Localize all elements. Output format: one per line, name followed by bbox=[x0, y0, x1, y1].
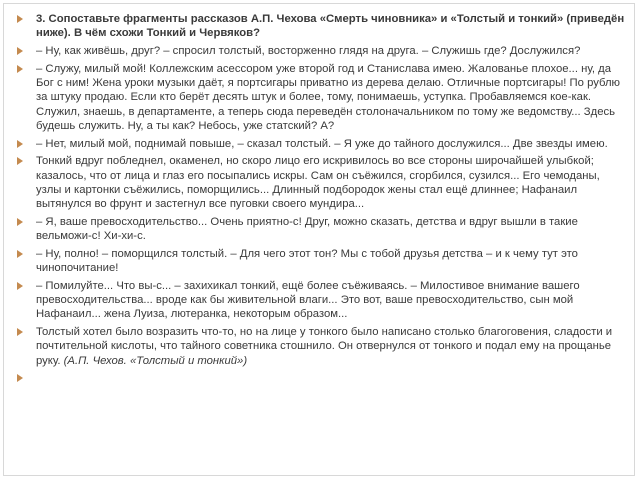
bullet-item bbox=[14, 154, 626, 211]
triangle-bullet-icon bbox=[17, 47, 23, 55]
bullet-item bbox=[14, 279, 626, 322]
paragraph-text: Толстый хотел было возразить что-то, но на лице у тонкого было написано столько благоговения, сладости и почтительной кислоты, что тайного советника стошнило. Он отвернулся от тонкого и подал ему на прощанье руку. bbox=[36, 326, 613, 367]
bullet-item bbox=[14, 215, 626, 244]
question-text: 3. Сопоставьте фрагменты рассказов А.П. Чехова «Смерть чиновника» и «Толстый и тонкий» (приведён ниже). В чём схожи Тонкий и Червяков? bbox=[36, 13, 625, 40]
bullet-item bbox=[14, 247, 626, 276]
triangle-bullet-icon bbox=[17, 65, 23, 73]
bullet-item bbox=[14, 44, 626, 58]
paragraph-text: – Служу, милый мой! Коллежским асессором уже второй год и Станислава имею. Жалованье плохое... ну, да Бог с ним! Жена уроки музыки даёт, я портсигары приватно из дерева делаю. Отличные портсигары! По рублю за штуку продаю. Если кто берёт десять штук и более, тому, понимаешь, уступка. Пробавляемся кое-как. Служил, знаешь, в департаменте, а теперь сюда переведён столоначальником по тому же ведомству... Здесь будешь служить. Ну, а ты как? Небось, уже статский? А? bbox=[36, 62, 621, 132]
bullet-item-question bbox=[14, 12, 626, 41]
bullet-item bbox=[14, 137, 626, 151]
triangle-bullet-icon bbox=[17, 374, 23, 382]
paragraph-text: – Помилуйте... Что вы-с... – захихикал тонкий, ещё более съёживаясь. – Милостивое внимание вашего превосходительства... вроде как бы живительной влаги... Это вот, ваше превосходительство, сын мой Нафанаил... жена Луиза, лютеранка, некоторым образом... bbox=[36, 279, 580, 321]
paragraph-text: Тонкий вдруг побледнел, окаменел, но скоро лицо его искривилось во все стороны широчайшей улыбкой; казалось, что от лица и глаз его посыпались искры. Сам он съёжился, сгорбился, сузился... Его чемоданы, узлы и картонки съёжились, поморщились... Длинный подбородок жены стал ещё длиннее; Нафанаил вытянулся во фрунт и застегнул все пуговки своего мундира... bbox=[36, 155, 600, 211]
paragraph-text: – Ну, полно! – поморщился толстый. – Для чего этот тон? Мы с тобой друзья детства – и к чему тут это чинопочитание! bbox=[36, 247, 578, 275]
triangle-bullet-icon bbox=[17, 328, 23, 336]
paragraph-text: – Я, ваше превосходительство... Очень приятно-с! Друг, можно сказать, детства и вдруг вышли в такие вельможи-с! Хи-хи-с. bbox=[36, 215, 578, 243]
triangle-bullet-icon bbox=[17, 250, 23, 258]
triangle-bullet-icon bbox=[17, 282, 23, 290]
paragraph-text: – Ну, как живёшь, друг? – спросил толстый, восторженно глядя на друга. – Служишь где? Дослужился? bbox=[36, 44, 581, 57]
triangle-bullet-icon bbox=[17, 157, 23, 165]
bullet-list bbox=[14, 12, 626, 389]
triangle-bullet-icon bbox=[17, 140, 23, 148]
citation: (А.П. Чехов. «Толстый и тонкий») bbox=[63, 354, 248, 367]
triangle-bullet-icon bbox=[17, 218, 23, 226]
triangle-bullet-icon bbox=[17, 15, 23, 23]
bullet-item-empty bbox=[14, 371, 626, 385]
paragraph-text: – Нет, милый мой, поднимай повыше, – сказал толстый. – Я уже до тайного дослужился... Две звезды имею. bbox=[36, 137, 608, 150]
bullet-item bbox=[14, 62, 626, 133]
bullet-item bbox=[14, 325, 626, 368]
